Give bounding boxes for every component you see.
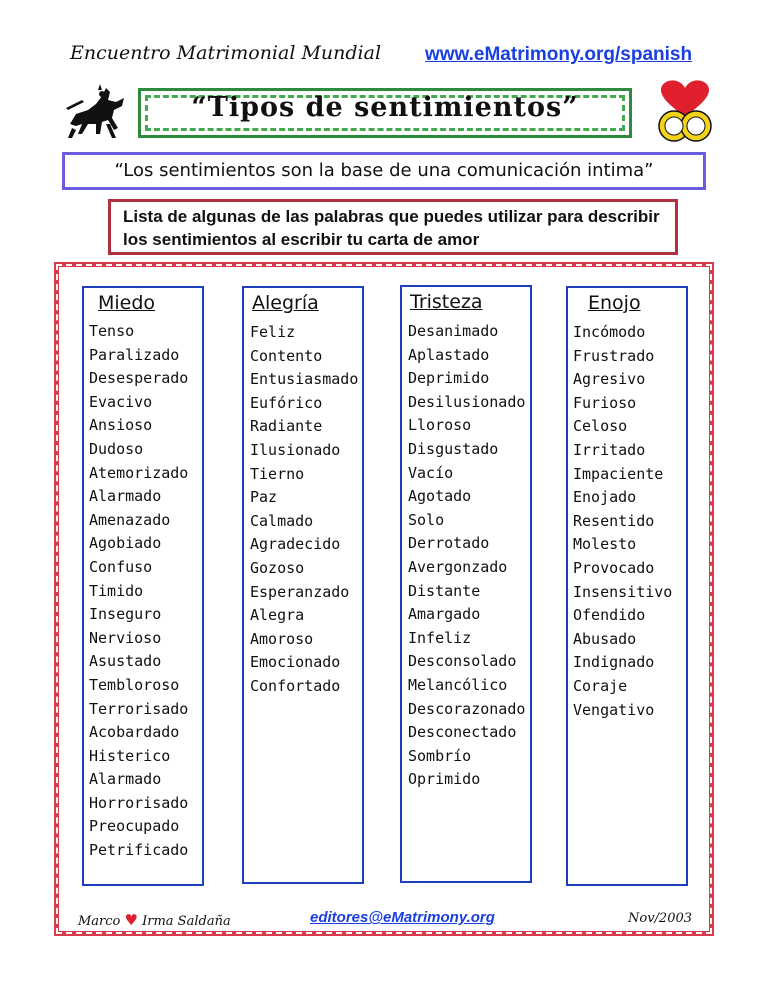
feeling-word: Terrorisado (89, 699, 189, 718)
column-title-miedo: Miedo (98, 292, 156, 314)
feeling-word: Paralizado (89, 345, 180, 364)
feeling-word: Gozoso (250, 558, 305, 577)
feeling-word: Asustado (89, 652, 162, 671)
feeling-word: Derrotado (408, 534, 490, 553)
feeling-word: Lloroso (408, 416, 472, 435)
feeling-word: Alegra (250, 606, 305, 625)
feeling-word: Amargado (408, 605, 481, 624)
website-link[interactable]: www.eMatrimony.org/spanish (425, 44, 693, 65)
feeling-word: Feliz (250, 323, 296, 341)
feeling-word: Amoroso (250, 629, 314, 648)
organization-name: Encuentro Matrimonial Mundial (70, 42, 382, 64)
feeling-word: Preocupado (89, 817, 180, 836)
feeling-word: Inseguro (89, 605, 162, 624)
feeling-word: Descorazonado (408, 699, 526, 718)
heart-rings-logo (650, 76, 720, 146)
feeling-word: Agradecido (250, 535, 341, 554)
feeling-word: Irritado (573, 440, 646, 459)
feeling-word: Distante (408, 581, 481, 600)
feeling-word: Eufórico (250, 393, 323, 412)
feeling-word: Desconectado (408, 723, 517, 742)
feeling-word: Esperanzado (250, 582, 350, 601)
feeling-word: Disgustado (408, 439, 499, 458)
feeling-word: Tenso (89, 322, 135, 340)
authors (78, 911, 231, 929)
column-title-tristeza: Tristeza (410, 291, 483, 313)
feeling-word: Confortado (250, 676, 341, 695)
feeling-word: Furioso (573, 393, 637, 412)
feeling-word: Emocionado (250, 653, 341, 672)
date: Nov/2003 (628, 911, 693, 926)
feeling-word: Nervioso (89, 628, 162, 647)
feeling-word: Incómodo (573, 323, 646, 341)
word-list-miedo (89, 320, 188, 863)
author-second: Irma Saldaña (142, 914, 231, 929)
feeling-word: Atemorizado (89, 463, 189, 482)
intro-text: Lista de algunas de las palabras que puedes utilizar para describir los sentimientos al escribir tu carta de amor (123, 207, 660, 249)
column-title-alegria: Alegría (252, 292, 319, 314)
feeling-word: Ilusionado (250, 440, 341, 459)
feeling-word: Contento (250, 346, 323, 365)
feeling-word: Impaciente (573, 464, 664, 483)
feeling-word: Ofendido (573, 606, 646, 625)
feeling-word: Enojado (573, 488, 637, 507)
feeling-word: Vengativo (573, 700, 655, 719)
feeling-word: Solo (408, 510, 445, 529)
word-list-tristeza (408, 320, 525, 792)
feeling-word: Coraje (573, 676, 628, 695)
feeling-word: Tembloroso (89, 675, 180, 694)
feeling-word: Indignado (573, 653, 655, 672)
feeling-word: Desanimado (408, 322, 499, 340)
feeling-word: Agobiado (89, 534, 162, 553)
feeling-word: Dudoso (89, 439, 144, 458)
feeling-word: Entusiasmado (250, 370, 359, 389)
quote-text: “Los sentimientos son la base de una comunicación intima” (114, 160, 654, 181)
feeling-word: Desilusionado (408, 392, 526, 411)
feeling-word: Paz (250, 488, 278, 507)
author-first: Marco (78, 914, 121, 929)
feeling-word: Confuso (89, 557, 153, 576)
knight-on-horse-icon (62, 84, 130, 142)
feeling-word: Sombrío (408, 746, 472, 765)
feeling-word: Alarmado (89, 770, 162, 789)
feeling-word: Acobardado (89, 723, 180, 742)
heart-icon: ♥ (124, 911, 138, 929)
feeling-word: Petrificado (89, 841, 189, 860)
feeling-word: Amenazado (89, 510, 171, 529)
feeling-word: Abusado (573, 629, 637, 648)
feeling-word: Tierno (250, 464, 305, 483)
feeling-word: Avergonzado (408, 557, 508, 576)
feeling-word: Celoso (573, 417, 628, 436)
feeling-word: Calmado (250, 511, 314, 530)
feeling-word: Ansioso (89, 416, 153, 435)
feeling-word: Aplastado (408, 345, 490, 364)
feeling-word: Agotado (408, 487, 472, 506)
feeling-word: Molesto (573, 535, 637, 554)
feeling-word: Desesperado (89, 369, 189, 388)
page-title: “Tipos de sentimientos” (191, 92, 579, 123)
feeling-word: Histerico (89, 746, 171, 765)
column-title-enojo: Enojo (588, 292, 641, 314)
feeling-word: Radiante (250, 417, 323, 436)
feeling-word: Horrorisado (89, 793, 189, 812)
feeling-word: Provocado (573, 558, 655, 577)
feeling-word: Alarmado (89, 487, 162, 506)
email-link[interactable]: editores@eMatrimony.org (310, 909, 495, 926)
feeling-word: Agresivo (573, 370, 646, 389)
feeling-word: Insensitivo (573, 582, 673, 601)
feeling-word: Infeliz (408, 628, 472, 647)
word-list-alegria (250, 321, 358, 699)
feeling-word: Frustrado (573, 346, 655, 365)
feeling-word: Resentido (573, 511, 655, 530)
feeling-word: Deprimido (408, 369, 490, 388)
feeling-word: Melancólico (408, 675, 508, 694)
word-list-enojo (573, 321, 672, 722)
feeling-word: Timido (89, 581, 144, 600)
feeling-word: Desconsolado (408, 652, 517, 671)
feeling-word: Evacivo (89, 392, 153, 411)
feeling-word: Vacío (408, 463, 454, 482)
feeling-word: Oprimido (408, 770, 481, 789)
